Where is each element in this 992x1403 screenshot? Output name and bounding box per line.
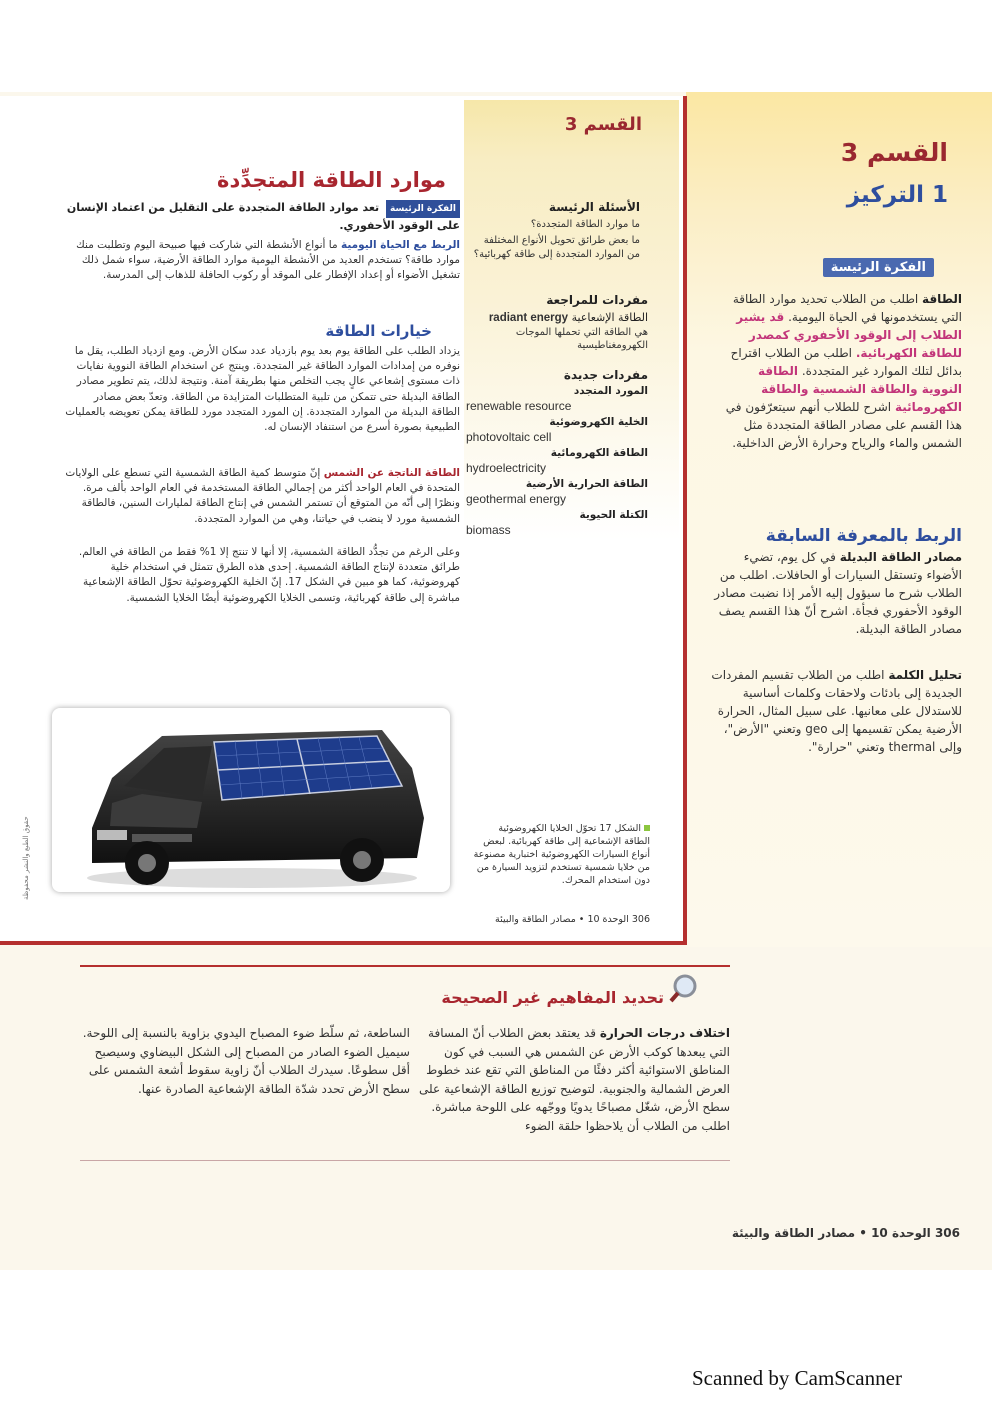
review-definition: هي الطاقة التي تحملها الموجات الكهرومغناطيسية [515, 327, 648, 351]
energy-hint-2: الطاقة النووية والطاقة الشمسية والطاقة الكهرومائية [758, 364, 962, 414]
vocab-item [466, 477, 648, 506]
vocab-item [466, 508, 648, 537]
paragraph-solar-2: وعلى الرغم من تجدُّد الطاقة الشمسية، إلا أنها لا تنتج إلا 1% فقط من الطاقة في العالم. طرائق متعددة لإنتاج الطاقة الشمسية. إحدى هذه الطرق تتمثل في استخدام خلية كهروضوئية، كما هو مبين في الشكل 17. إنّ الخلية الكهروضوئية تحوّل الطاقة الإشعاعية مباشرة إلى طاقة كهربائية، وتسمى الخلايا الكهروضوئية أيضًا الخلايا الشمسية. [78, 546, 460, 604]
misconception-column-right [408, 1024, 730, 1135]
essential-question-1: ما موارد الطاقة المتجددة؟ [530, 219, 640, 230]
word-analysis-label: تحليل الكلمة [888, 668, 962, 682]
prior-knowledge-title: الربط بالمعرفة السابقة [765, 526, 962, 546]
main-idea [66, 200, 460, 234]
focus-title: 1 التركيز [846, 182, 948, 208]
teacher-main-idea-tag: الفكرة الرئيسة [823, 258, 934, 277]
energy-label: الطاقة [922, 292, 962, 306]
vocab-item [466, 415, 648, 444]
heading-solar: الطاقة الناتجة عن الشمس [323, 467, 460, 479]
misconception-title: تحديد المفاهيم غير الصحيحة [441, 988, 664, 1007]
vocab-term-ar: الكتلة الحيوية [579, 509, 648, 521]
essential-questions-title: الأسئلة الرئيسة [548, 200, 640, 214]
vocab-term-ar: الطاقة الكهرومائية [550, 447, 648, 459]
vocab-term-en: photovoltaic cell [466, 430, 552, 444]
section-label: القسم 3 [564, 114, 642, 135]
energy-text-3: اشرح للطلاب أنهم سيتعرّفون في هذا القسم على مصادر الطاقة المتجددة مثل الشمس والماء والرياح وحرارة الأرض الداخلية. [725, 400, 962, 450]
reallife-paragraph [62, 238, 460, 284]
misconception-rule-bottom [80, 1160, 730, 1161]
word-analysis-text: اطلب من الطلاب تقسيم المفردات الجديدة إلى بادئات ولاحقات وكلمات أساسية للاستدلال على معانيها. على سبيل المثال، الحرارة الأرضية يمكن تقسيمها إلى geo وتعني "الأرض"، وإلى thermal وتعني "حرارة". [711, 668, 962, 754]
alt-energy-text: في كل يوم، تضيء الأضواء وتستقل السيارات أو الحافلات. اطلب من الطلاب شرح ما سيؤول إليه الأمر إذا نضبت مصادر الوقود الأحفوري فجأة. اشرح أنّ هذا القسم يصف مصادر الطاقة البديلة. [714, 550, 962, 636]
side-credit: حقوق الطبع والنشر محفوظة [22, 816, 30, 900]
reallife-label: الربط مع الحياة اليومية [340, 239, 460, 251]
essential-questions [470, 200, 640, 262]
solar-car-image [52, 708, 450, 892]
teacher-energy-block [716, 290, 962, 452]
energy-text-2: اطلب من الطلاب اقتراح بدائل لتلك الموارد غير المتجددة. [730, 346, 962, 378]
energy-text: اطلب من الطلاب تحديد موارد الطاقة التي يستخدمونها في الحياة اليومية. [732, 292, 962, 324]
heading-energy-options: خيارات الطاقة [325, 322, 432, 340]
teacher-section-label: القسم 3 [840, 138, 948, 167]
magnifier-icon [668, 972, 700, 1004]
caption-marker [644, 825, 650, 831]
vocab-term-ar: الخلية الكهروضوئية [549, 416, 648, 428]
vocab-item [466, 446, 648, 475]
vocab-list [466, 384, 648, 537]
teacher-panel-background [686, 92, 992, 947]
review-vocabulary [470, 293, 648, 352]
vocab-term-en: renewable resource [466, 399, 572, 413]
new-vocabulary-title: مفردات جديدة [563, 368, 648, 382]
page-title: موارد الطاقة المتجدِّدة [217, 168, 446, 192]
figure-caption [470, 822, 650, 887]
word-analysis-block [708, 666, 962, 756]
figure-caption-text: الشكل 17 تحوّل الخلايا الكهروضوئية الطاقة الإشعاعية إلى طاقة كهربائية. لبعض أنواع السيارات الكهروضوئية اختبارية مصنوعة من خلايا شمسية تستخدم لتزويد السيارة من دون استخدام المحرك. [473, 823, 650, 886]
alt-energy-block [708, 548, 962, 638]
review-vocabulary-title: مفردات للمراجعة [546, 293, 648, 307]
misconception-text-right: قد يعتقد بعض الطلاب أنّ المسافة التي يبعدها كوكب الأرض عن الشمس هي السبب في كون المناطق الاستوائية أكثر دفئًا من المناطق التي تقع عند خطوط العرض الشمالية والجنوبية. لتوضيح توزيع الطاقة الإشعاعية على سطح الأرض، شغّل مصباحًا يدويًا ووجّهه على اللوحة مباشرة. اطلب من الطلاب أن يلاحظوا حلقة الضوء [419, 1026, 730, 1133]
teacher-main-idea-tag-wrap [800, 256, 934, 277]
vocab-term-ar: الطاقة الحرارية الأرضية [525, 478, 648, 490]
energy-hint: قد يشير الطلاب إلى الوقود الأحفوري كمصدر للطاقة الكهربائية. [736, 310, 962, 360]
page-footer: 306 الوحدة 10 • مصادر الطاقة والبيئة [731, 1226, 960, 1240]
reallife-text: ما أنواع الأنشطة التي شاركت فيها صبيحة اليوم وتطلبت منك موارد طاقة؟ تستخدم العديد من الأنشطة اليومية موارد الطاقة الأرضية، سواء شمل ذلك تشغيل الأضواء أو إعداد الإفطار على الموقد أو ركوب الحافلة للذهاب إلى المدرسة. [76, 239, 460, 282]
main-idea-tag: الفكرة الرئيسة [386, 200, 460, 218]
paragraph-energy-options: يزداد الطلب على الطاقة يوم بعد يوم بازدياد عدد سكان الأرض. ومع ازدياد الطلب، يقل ما نوفره من إمدادات الموارد الطاقة غير المتجددة. وينتج عن استخدام الطاقة النووية نفايات ذات مستوى إشعاعي عالٍ يجب التخلص منها بطريقة آمنة. ونتيجة لذلك، يتم تطوير مصادر الطاقة البديلة حتى تتمكن من تلبية المتطلبات المتزايدة من الطاقة. وتعدّ بعض مصادر الطاقة البديلة من الموارد المتجددة. إن المورد المتجدد مورد للطاقة يمكن تعويضه بالعمليات الطبيعية بصورة أسرع من استنفاد الإنسان له. [65, 345, 460, 434]
paragraph-solar-1-wrap [62, 466, 460, 527]
paragraph-solar-1: إنّ متوسط كمية الطاقة الشمسية التي تسطع على الولايات المتحدة في العام الواحد أكثر من إجمالي الطاقة المستخدمة في العام الواحد بألف مرة. ونظرًا إلى أنّه من المتوقع أن تستمر الشمس في إنتاج الطاقة لمليارات السنين، فالطاقة الشمسية مورد لا ينضب في حياتنا، وهي من الموارد المتجددة. [65, 467, 460, 525]
vocab-term-en: biomass [466, 523, 511, 537]
alt-energy-label: مصادر الطاقة البديلة [839, 550, 962, 564]
vocab-term-en: hydroelectricity [466, 461, 547, 475]
misconception-label: اختلاف درجات الحرارة [599, 1026, 730, 1040]
misconception-rule-top [80, 965, 730, 967]
vocab-item [466, 384, 648, 413]
student-page-footer: 306 الوحدة 10 • مصادر الطاقة والبيئة [495, 914, 650, 925]
review-term-en: radiant energy [488, 312, 569, 324]
essential-question-2: ما بعض طرائق تحويل الأنواع المختلفة من الموارد المتجددة إلى طاقة كهربائية؟ [473, 235, 640, 260]
main-idea-text: تعد موارد الطاقة المتجددة على التقليل من اعتماد الإنسان على الوقود الأحفوري. [66, 201, 460, 232]
misconception-column-left: الساطعة، ثم سلّط ضوء المصباح اليدوي بزاوية بالنسبة إلى اللوحة. سيميل الضوء الصادر من المصباح إلى الشكل البيضاوي وسيصبح أقل سطوعًا. سيدرك الطلاب أنّ زاوية سقوط أشعة الشمس على سطح الأرض تحدد شدّة الطاقة الإشعاعية الصادرة عنها. [82, 1026, 410, 1096]
vocab-term-ar: المورد المتجدد [573, 385, 648, 397]
figure-card [52, 708, 450, 892]
review-term [470, 310, 648, 326]
new-vocabulary [466, 368, 648, 537]
review-term-ar: الطاقة الإشعاعية [571, 311, 648, 324]
scanner-credit: Scanned by CamScanner [692, 1366, 902, 1390]
vocab-term-en: geothermal energy [466, 492, 567, 506]
